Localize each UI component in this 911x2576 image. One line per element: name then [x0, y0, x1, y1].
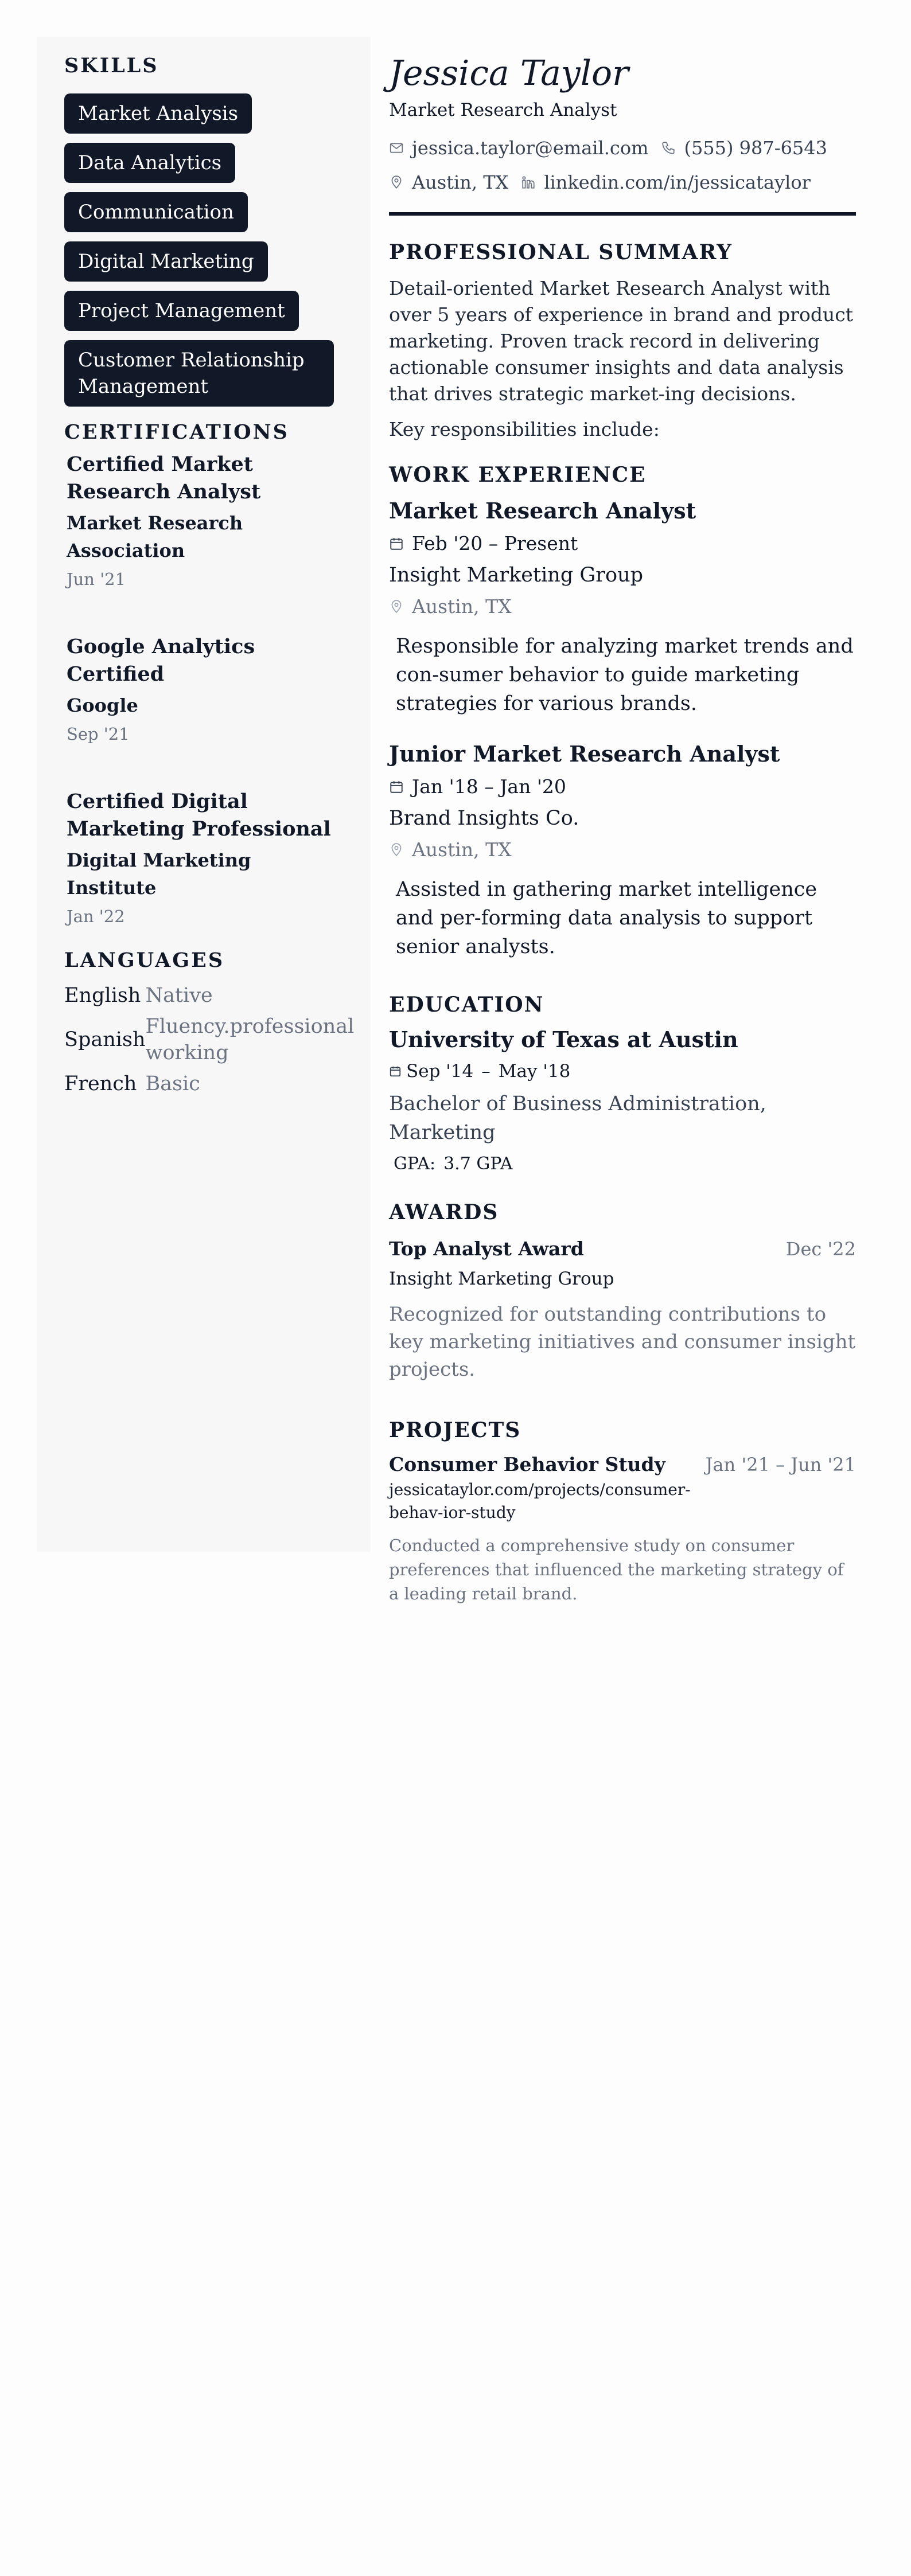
certifications-heading: CERTIFICATIONS: [64, 420, 289, 444]
job-description: Assisted in gathering market intelligence and per-forming data analysis to support senior analysts.: [396, 878, 817, 958]
job-dates-row: [389, 530, 856, 557]
education-entry: [389, 1024, 856, 1178]
skills-list: [64, 93, 343, 407]
certification-item: [64, 633, 343, 788]
job-company: Insight Marketing Group: [389, 564, 644, 587]
phone-item[interactable]: [661, 135, 827, 161]
award-description: Recognized for outstanding contributions to key marketing initiatives and consumer insight projects.: [389, 1303, 856, 1381]
certification-org: Digital Marketing Institute: [67, 849, 251, 899]
experience-heading: WORK EXPERIENCE: [389, 463, 647, 487]
calendar-icon: [389, 536, 404, 551]
gpa-value: 3.7 GPA: [443, 1154, 513, 1174]
skill-chip: Communication: [64, 192, 248, 232]
calendar-icon: [389, 1065, 402, 1078]
skill-chip: Project Management: [64, 291, 299, 331]
language-level: Basic: [145, 1072, 200, 1095]
summary-text: Detail-oriented Market Research Analyst with over 5 years of experience in brand and product marketing. Proven track record in delivering actionable consumer insights and data analysis that drives strategic market-ing decisions.: [389, 277, 853, 405]
location-text: Austin, TX: [412, 171, 509, 193]
email-item[interactable]: [389, 135, 648, 161]
award-title: Top Analyst Award: [389, 1238, 584, 1260]
certification-title: Certified Digital Marketing Professional: [67, 790, 331, 841]
job-location: Austin, TX: [412, 595, 512, 618]
award-header: [389, 1235, 856, 1263]
date-separator: –: [481, 1061, 490, 1082]
gpa-label: GPA:: [394, 1154, 436, 1174]
awards-heading: AWARDS: [389, 1200, 499, 1224]
project-title: Consumer Behavior Study: [389, 1453, 665, 1476]
job-location: Austin, TX: [412, 838, 512, 861]
skill-chip: Digital Marketing: [64, 241, 268, 282]
gpa-row: [389, 1150, 856, 1178]
job-location-row: [389, 593, 856, 620]
language-name: French: [64, 1072, 137, 1095]
job-entry: [389, 495, 856, 718]
language-row: [64, 1068, 354, 1099]
job-company: Brand Insights Co.: [389, 807, 579, 830]
language-row: [64, 1011, 354, 1068]
certification-date: Jun '21: [67, 569, 126, 589]
education-start: Sep '14: [406, 1061, 474, 1082]
job-entry: [389, 739, 856, 961]
header-divider: [389, 212, 856, 216]
job-location-row: [389, 836, 856, 864]
education-heading: EDUCATION: [389, 993, 544, 1017]
job-dates: Feb '20 – Present: [412, 532, 578, 555]
award-date: Dec '22: [785, 1238, 856, 1260]
languages-heading: LANGUAGES: [64, 949, 225, 972]
certification-item: [64, 451, 343, 633]
summary-heading: PROFESSIONAL SUMMARY: [389, 240, 733, 264]
project-link[interactable]: jessicataylor.com/projects/consumer-behav-ior-study: [389, 1480, 691, 1522]
job-title: Junior Market Research Analyst: [389, 741, 780, 767]
main-column: [389, 37, 856, 1606]
projects-heading: PROJECTS: [389, 1418, 521, 1442]
school-name: University of Texas at Austin: [389, 1027, 738, 1052]
phone-icon: [661, 140, 676, 155]
certification-item: [64, 788, 343, 949]
skill-chip: Data Analytics: [64, 143, 235, 183]
languages-table: [64, 980, 354, 1099]
education-end: May '18: [498, 1061, 571, 1082]
linkedin-text: linkedin.com/in/jessicataylor: [544, 171, 811, 193]
degree: Bachelor of Business Administration, Marketing: [389, 1092, 766, 1144]
certification-date: Jan '22: [67, 907, 125, 926]
language-row: [64, 980, 354, 1011]
certification-title: Google Analytics Certified: [67, 635, 255, 686]
job-dates: Jan '18 – Jan '20: [412, 775, 566, 798]
project-dates: Jan '21 – Jun '21: [705, 1454, 856, 1476]
responsibilities-label: Key responsibilities include:: [389, 418, 660, 440]
skill-chip: Customer Relationship Management: [64, 340, 334, 407]
award-entry: [389, 1235, 856, 1383]
certification-org: Google: [67, 694, 138, 716]
mail-icon: [389, 140, 404, 155]
certification-date: Sep '21: [67, 724, 130, 744]
language-name: Spanish: [64, 1028, 146, 1051]
education-dates-row: [389, 1057, 856, 1085]
linkedin-item[interactable]: [521, 170, 811, 195]
location-icon: [389, 175, 404, 190]
skill-chip: Market Analysis: [64, 93, 252, 134]
certification-title: Certified Market Research Analyst: [67, 452, 261, 504]
email-text: jessica.taylor@email.com: [412, 137, 649, 159]
certification-org: Market Research Association: [67, 512, 243, 561]
candidate-name: Jessica Taylor: [389, 53, 629, 93]
language-level: Native: [145, 984, 213, 1007]
job-dates-row: [389, 773, 856, 801]
contact-row: [389, 135, 856, 161]
project-description: Conducted a comprehensive study on consumer preferences that influenced the marketing strategy of a leading retail brand.: [389, 1536, 844, 1603]
calendar-icon: [389, 779, 404, 794]
location-icon: [389, 599, 404, 614]
contact-row: [389, 170, 856, 195]
project-entry: [389, 1451, 856, 1606]
sidebar: [37, 37, 371, 1552]
language-name: English: [64, 984, 141, 1007]
job-title: Market Research Analyst: [389, 498, 696, 524]
language-level: Fluency.professional working: [145, 1015, 355, 1064]
location-icon: [389, 842, 404, 857]
candidate-role: Market Research Analyst: [389, 100, 617, 120]
skills-heading: SKILLS: [64, 54, 159, 77]
linkedin-icon: [521, 175, 536, 190]
award-org: Insight Marketing Group: [389, 1269, 614, 1289]
location-item: [389, 170, 508, 195]
phone-text: (555) 987-6543: [684, 137, 827, 159]
project-header: [389, 1451, 856, 1478]
job-description: Responsible for analyzing market trends and con-sumer behavior to guide marketing strategies for various brands.: [396, 635, 854, 715]
